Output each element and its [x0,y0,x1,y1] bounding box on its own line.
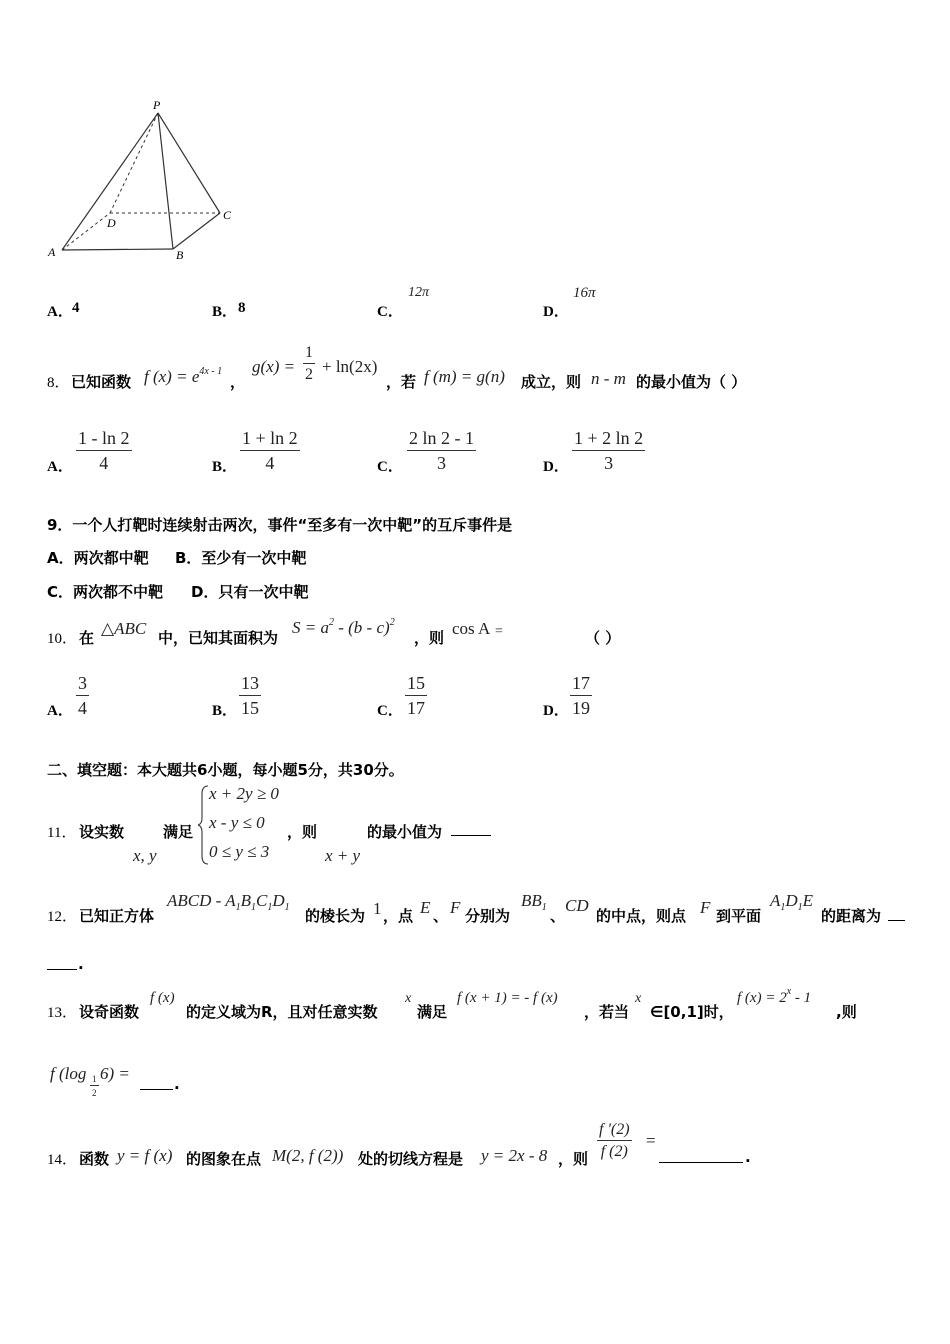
q8-text4: 的最小值为（ ） [636,373,747,391]
q14-function: y = f (x) [117,1146,173,1165]
label-a: A [48,245,56,259]
q14-fraction: $\frac{f '(2)}{f (2)}$ [599,1121,630,1160]
q8-text2: ，若 [386,373,417,391]
q14-eq: = [646,1131,656,1150]
q9-option-c: C．两次都不中靶 [47,583,164,601]
q13-text1: 设奇函数 [79,1003,140,1021]
label-c: C [223,208,232,222]
q10-option-b-label: B． [212,703,238,719]
q8-option-d-fraction: $\frac{1 + 2 \ln 2}{3}$ [574,428,644,473]
q8-g-fraction: $\frac{1}{2}$ [305,344,313,383]
q11-text2: 满足 [163,823,194,841]
q10-triangle: △ABC [101,619,147,638]
q11-target: x + y [325,846,361,865]
q7-option-c-label: C． [377,304,403,320]
q13-log-base: $\frac{1}{2}$ [92,1074,97,1098]
q10-area: $S = a^2 - (b - c)^2$ [292,617,395,637]
q10-option-b-fraction: $\frac{13}{15}$ [241,673,259,718]
q13-ask-rest: 6) = [100,1064,130,1083]
q13-text6: ,则 [836,1003,857,1021]
q8-text3: 成立，则 [521,373,582,391]
q7-option-b-value: 8 [238,300,246,316]
q13-def: f $(x) = 2^x - 1$ [737,986,812,1006]
q8-option-b-fraction: $\frac{1 + \ln 2}{4}$ [242,428,298,473]
section-2-heading: 二、填空题：本大题共6小题，每小题5分，共30分。 [47,761,404,779]
q12-point-f2: F [700,898,711,917]
q8-option-b-label: B． [212,459,238,475]
q12-answer-blank-1 [888,920,905,921]
q7-option-d-label: D． [543,304,569,320]
q10-option-a-fraction: $\frac{3}{4}$ [78,673,87,718]
q13-ask: f (log [50,1064,87,1083]
q14-text3: 处的切线方程是 [358,1150,464,1168]
q12-edge: 1 [373,899,382,918]
q11-vars: x, y [133,846,157,865]
q8-g-rest: + ln(2x) [322,357,378,376]
q12-cd: CD [565,896,589,915]
q11-system-line3: 0 ≤ y ≤ 3 [209,842,270,861]
q11-text4: 的最小值为 [367,823,443,841]
q8-option-a-label: A． [47,459,73,475]
q12-point-e: E [420,898,431,917]
pyramid-figure [40,95,250,270]
q8-option-c-label: C． [377,459,403,475]
q8-g-def: g(x) = [252,357,296,376]
q8-text1: 已知函数 [71,373,132,391]
q9-stem: 9．一个人打靶时连续射击两次，事件“至多有一次中靶”的互斥事件是 [47,516,513,534]
q11-answer-blank [451,835,491,836]
label-b: B [176,248,184,262]
q11-system-line2: x - y ≤ 0 [209,813,265,832]
q11-text3: ，则 [287,823,318,841]
q10-cos: cos A [452,619,491,638]
label-d: D [107,216,116,230]
q12-cube: ABCD - $A_1B_1C_1D_1$ [167,891,290,913]
q12-bb: $BB_1$ [521,891,547,913]
q13-end: . [174,1075,180,1093]
q10-eq: = [495,624,503,639]
q10-option-c-label: C． [377,703,403,719]
edge-pd [110,113,158,213]
q12-text6: 到平面 [716,907,762,925]
q14-text2: 的图象在点 [186,1150,262,1168]
q13-fx: f (x) [150,990,175,1006]
q11-system-line1: x + 2y ≥ 0 [209,784,279,803]
q7-option-d-value: 16π [573,285,596,301]
q10-option-d-fraction: $\frac{17}{19}$ [572,673,590,718]
q10-option-a-label: A． [47,703,73,719]
q14-number: 14． [47,1152,78,1168]
q14-tangent: y = 2x - 8 [481,1146,548,1165]
q10-option-c-fraction: $\frac{15}{17}$ [407,673,425,718]
q10-number: 10． [47,631,78,647]
q12-end: . [78,955,84,973]
q12-text1: 已知正方体 [79,907,155,925]
q14-answer-blank [659,1162,743,1163]
q10-paren: （ ） [585,629,621,647]
edge-bc [173,213,220,249]
q13-x2: x [635,991,642,1006]
q14-point: M(2, f (2)) [272,1146,344,1165]
q7-option-c-value: 12π [408,285,430,300]
q13-relation: f (x + 1) = - f (x) [457,990,558,1006]
q11-number: 11． [47,825,77,841]
q13-number: 13． [47,1005,78,1021]
q13-text2: 的定义域为R，且对任意实数 [186,1003,378,1021]
q12-sep: 、 [433,907,449,925]
q13-text4: ，若当 [584,1003,630,1021]
q7-option-a-label: A． [47,304,73,320]
q12-text3: ，点 [383,907,414,925]
q8-f-def: f $(x) = e^{4x - 1}$ [144,366,223,386]
q12-point-f: F [450,898,461,917]
q12-text2: 的棱长为 [305,907,366,925]
q13-x: x [405,991,412,1006]
q8-option-c-fraction: $\frac{2 \ln 2 - 1}{3}$ [409,428,474,473]
label-p: P [153,98,161,112]
q12-answer-blank-2 [47,969,77,970]
q8-expr: n - m [591,369,626,388]
q8-option-d-label: D． [543,459,569,475]
q12-text4: 分别为 [465,907,511,925]
q9-option-d: D．只有一次中靶 [191,583,309,601]
q10-text2: 中，已知其面积为 [158,629,279,647]
q13-answer-blank [140,1089,173,1090]
q14-text4: ，则 [558,1150,589,1168]
q14-text1: 函数 [79,1150,110,1168]
q8-number: 8． [47,375,70,391]
q14-end: . [745,1148,751,1166]
q12-number: 12． [47,909,78,925]
q13-text5: ∈[0,1]时， [650,1003,734,1021]
q8-comma: ， [230,373,246,391]
q7-option-a-value: 4 [72,300,80,316]
q8-option-a-fraction: $\frac{1 - \ln 2}{4}$ [78,428,130,473]
q12-text7: 的距离为 [821,907,882,925]
q13-text3: 满足 [417,1003,448,1021]
q8-condition: f (m) = g(n) [424,367,505,386]
q12-plane: $A_1D_1E$ [770,891,814,913]
edge-ab [62,249,173,250]
edge-ad [62,213,110,250]
q10-text3: ，则 [414,629,445,647]
q9-option-a: A．两次都中靶 [47,549,149,567]
q7-option-b-label: B． [212,304,238,320]
q12-sep2: 、 [550,907,566,925]
q11-text1: 设实数 [79,823,125,841]
q10-text1: 在 [79,629,95,647]
q9-option-b: B．至少有一次中靶 [175,549,307,567]
q12-text5: 的中点，则点 [596,907,687,925]
q10-option-d-label: D． [543,703,569,719]
